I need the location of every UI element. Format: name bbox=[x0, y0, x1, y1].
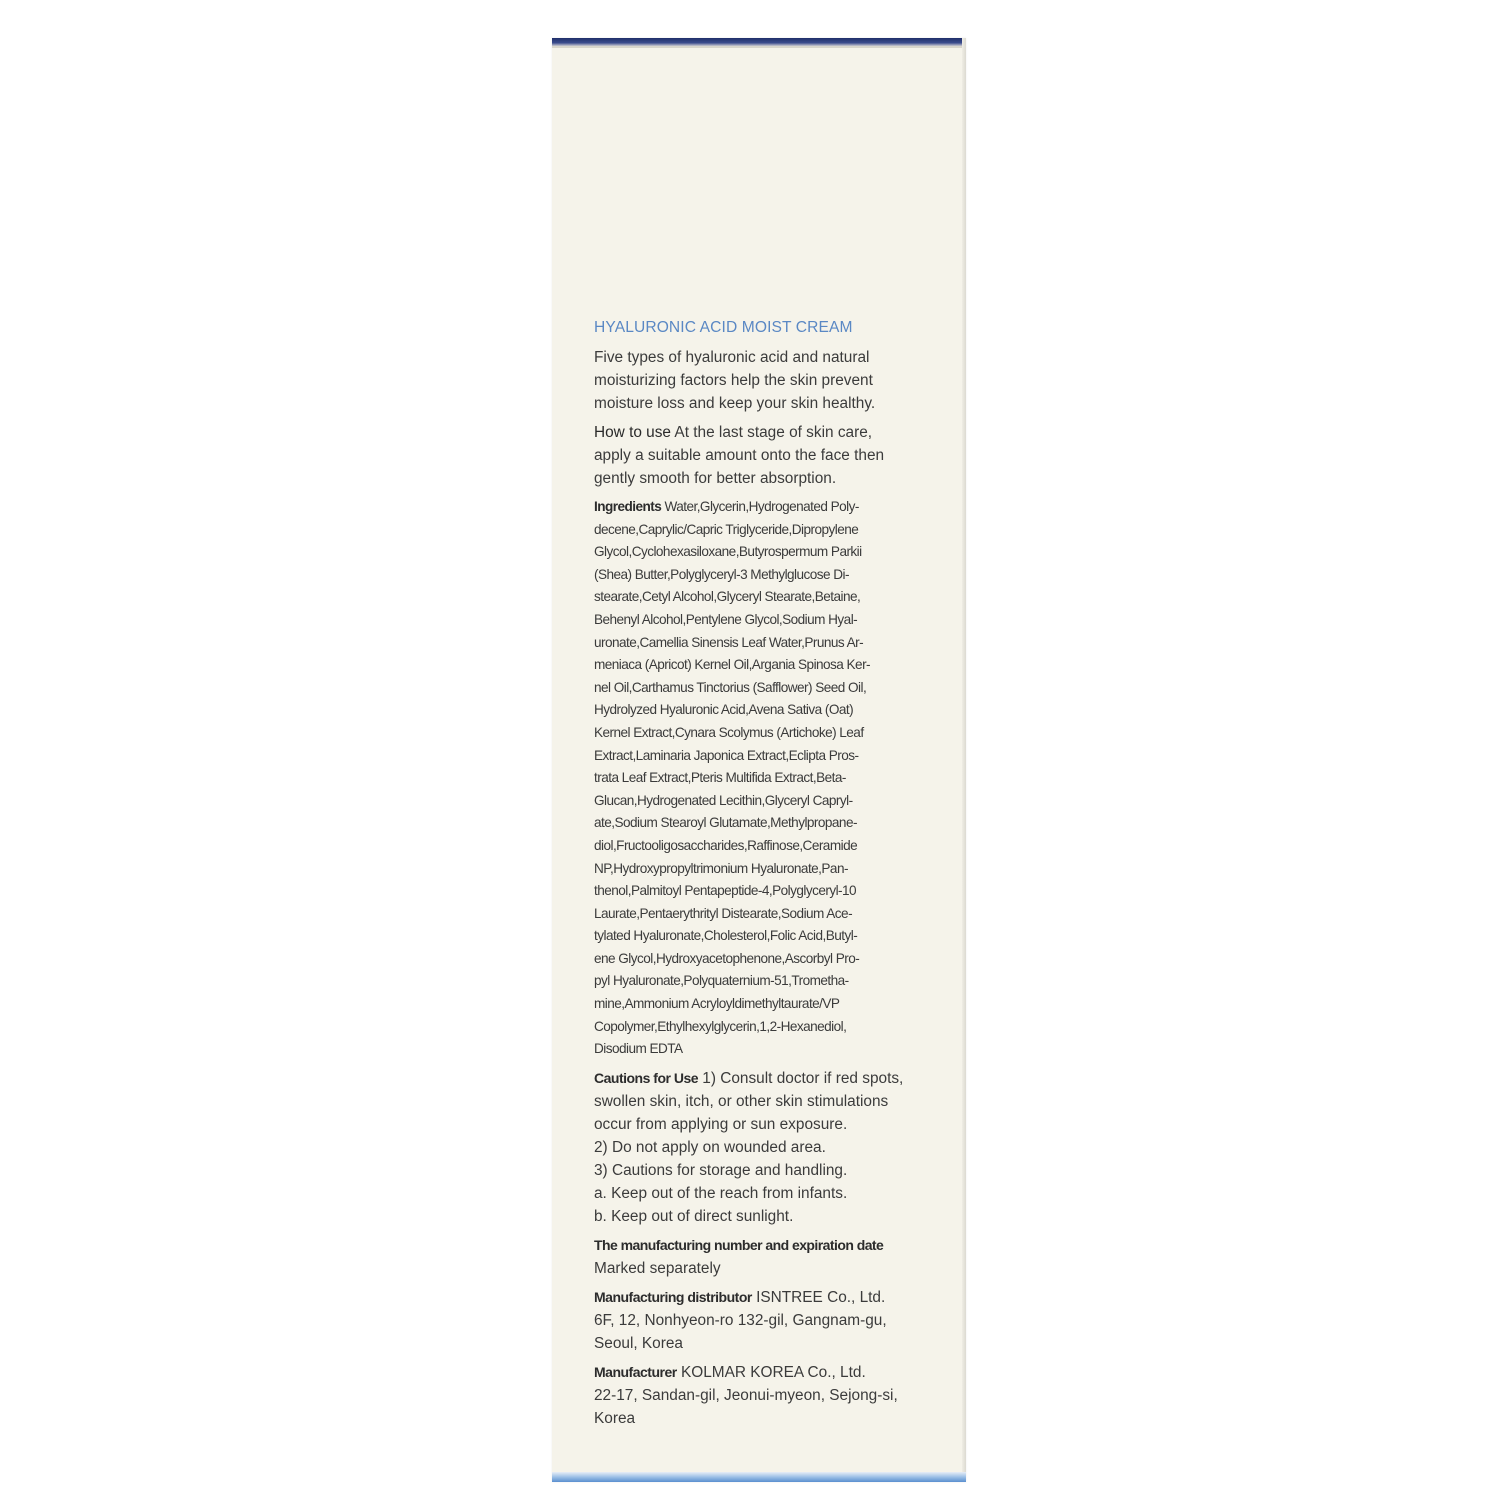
how-to-use-line: gently smooth for better absorption. bbox=[594, 470, 837, 487]
ingredients-first-line bbox=[594, 496, 928, 519]
ingredients-line: tylated Hyaluronate,Cholesterol,Folic Acid,Butyl- bbox=[594, 928, 858, 944]
manufacturer bbox=[594, 1361, 928, 1430]
manufacturer-label: Manufacturer bbox=[594, 1363, 677, 1380]
ingredients-line: Glycol,Cyclohexasiloxane,Butyrospermum Parkii bbox=[594, 544, 862, 560]
ingredients-line: uronate,Camellia Sinensis Leaf Water,Prunus Ar- bbox=[594, 634, 864, 650]
description-line: Five types of hyaluronic acid and natural bbox=[594, 349, 870, 366]
manufacturing-number-label: The manufacturing number and expiration date bbox=[594, 1236, 884, 1253]
ingredients bbox=[594, 496, 928, 1061]
cautions-line: 3) Cautions for storage and handling. bbox=[594, 1161, 848, 1179]
ingredients-line: nel Oil,Carthamus Tinctorius (Safflower) Seed Oil, bbox=[594, 679, 867, 695]
cautions-line: b. Keep out of direct sunlight. bbox=[594, 1207, 794, 1225]
box-top-flap bbox=[552, 38, 966, 46]
ingredients-line: Kernel Extract,Cynara Scolymus (Artichoke) Leaf bbox=[594, 724, 864, 740]
ingredients-line: Disodium EDTA bbox=[594, 1041, 683, 1057]
how-to-use-line: apply a suitable amount onto the face then bbox=[594, 447, 885, 464]
ingredients-text: Water,Glycerin,Hydrogenated Poly- bbox=[661, 499, 859, 514]
box-bottom-edge bbox=[552, 1472, 966, 1482]
ingredients-line: trata Leaf Extract,Pteris Multifida Extract,Beta- bbox=[594, 770, 846, 786]
distributor-line: Seoul, Korea bbox=[594, 1334, 683, 1352]
cautions-line: swollen skin, itch, or other skin stimulations bbox=[594, 1092, 889, 1110]
cautions-line: a. Keep out of the reach from infants. bbox=[594, 1184, 848, 1202]
label-text-block bbox=[594, 318, 928, 1436]
ingredients-line: Copolymer,Ethylhexylglycerin,1,2-Hexanediol, bbox=[594, 1018, 847, 1034]
ingredients-line: decene,Caprylic/Capric Triglyceride,Dipropylene bbox=[594, 521, 859, 537]
distributor-label: Manufacturing distributor bbox=[594, 1288, 752, 1305]
ingredients-line: NP,Hydroxypropyltrimonium Hyaluronate,Pan- bbox=[594, 860, 848, 876]
ingredients-line: Behenyl Alcohol,Pentylene Glycol,Sodium Hyal- bbox=[594, 611, 858, 627]
how-to-use bbox=[594, 421, 928, 490]
distributor-line: 6F, 12, Nonhyeon-ro 132-gil, Gangnam-gu, bbox=[594, 1311, 887, 1329]
ingredients-line: diol,Fructooligosaccharides,Raffinose,Ceramide bbox=[594, 837, 858, 853]
ingredients-line: Glucan,Hydrogenated Lecithin,Glyceryl Capryl- bbox=[594, 792, 853, 808]
distributor-first-line bbox=[594, 1286, 928, 1309]
cautions-first-line bbox=[594, 1067, 928, 1090]
ingredients-line: (Shea) Butter,Polyglyceryl-3 Methylglucose Di- bbox=[594, 566, 849, 582]
ingredients-line: Hydrolyzed Hyaluronic Acid,Avena Sativa (Oat) bbox=[594, 702, 854, 718]
description-line: moisturizing factors help the skin prevent bbox=[594, 372, 873, 389]
distributor-text: ISNTREE Co., Ltd. bbox=[751, 1288, 886, 1306]
ingredients-label: Ingredients bbox=[594, 499, 662, 514]
how-to-use-first-line bbox=[594, 421, 928, 444]
description-line: moisture loss and keep your skin healthy. bbox=[594, 395, 876, 412]
ingredients-line: Extract,Laminaria Japonica Extract,Eclipta Pros- bbox=[594, 747, 859, 763]
box-right-edge bbox=[962, 38, 966, 1482]
ingredients-line: ene Glycol,Hydroxyacetophenone,Ascorbyl Pro- bbox=[594, 950, 860, 966]
how-to-use-text: At the last stage of skin care, bbox=[671, 424, 873, 441]
description bbox=[594, 346, 928, 415]
manufacturer-first-line bbox=[594, 1361, 928, 1384]
ingredients-line: meniaca (Apricot) Kernel Oil,Argania Spinosa Ker- bbox=[594, 657, 871, 673]
product-title: HYALURONIC ACID MOIST CREAM bbox=[594, 319, 853, 336]
cautions-line: occur from applying or sun exposure. bbox=[594, 1115, 848, 1133]
distributor bbox=[594, 1286, 928, 1355]
cautions bbox=[594, 1067, 928, 1228]
ingredients-line: Laurate,Pentaerythrityl Distearate,Sodium Ace- bbox=[594, 905, 853, 921]
cautions-line: 2) Do not apply on wounded area. bbox=[594, 1138, 826, 1156]
manufacturer-line: Korea bbox=[594, 1409, 636, 1427]
ingredients-line: mine,Ammonium Acryloyldimethyltaurate/VP bbox=[594, 996, 840, 1012]
cautions-text: 1) Consult doctor if red spots, bbox=[698, 1069, 904, 1087]
ingredients-line: ate,Sodium Stearoyl Glutamate,Methylpropane- bbox=[594, 815, 857, 831]
manufacturing-number-line: Marked separately bbox=[594, 1259, 721, 1277]
ingredients-line: pyl Hyaluronate,Polyquaternium-51,Trometha- bbox=[594, 973, 849, 989]
ingredients-line: thenol,Palmitoyl Pentapeptide-4,Polyglyceryl-10 bbox=[594, 883, 857, 899]
ingredients-line: stearate,Cetyl Alcohol,Glyceryl Stearate,Betaine, bbox=[594, 589, 861, 605]
manufacturing-number bbox=[594, 1234, 928, 1280]
how-to-use-label: How to use bbox=[594, 424, 671, 441]
manufacturer-line: 22-17, Sandan-gil, Jeonui-myeon, Sejong-si, bbox=[594, 1386, 898, 1404]
manufacturer-text: KOLMAR KOREA Co., Ltd. bbox=[676, 1363, 866, 1381]
cautions-label: Cautions for Use bbox=[594, 1069, 699, 1086]
